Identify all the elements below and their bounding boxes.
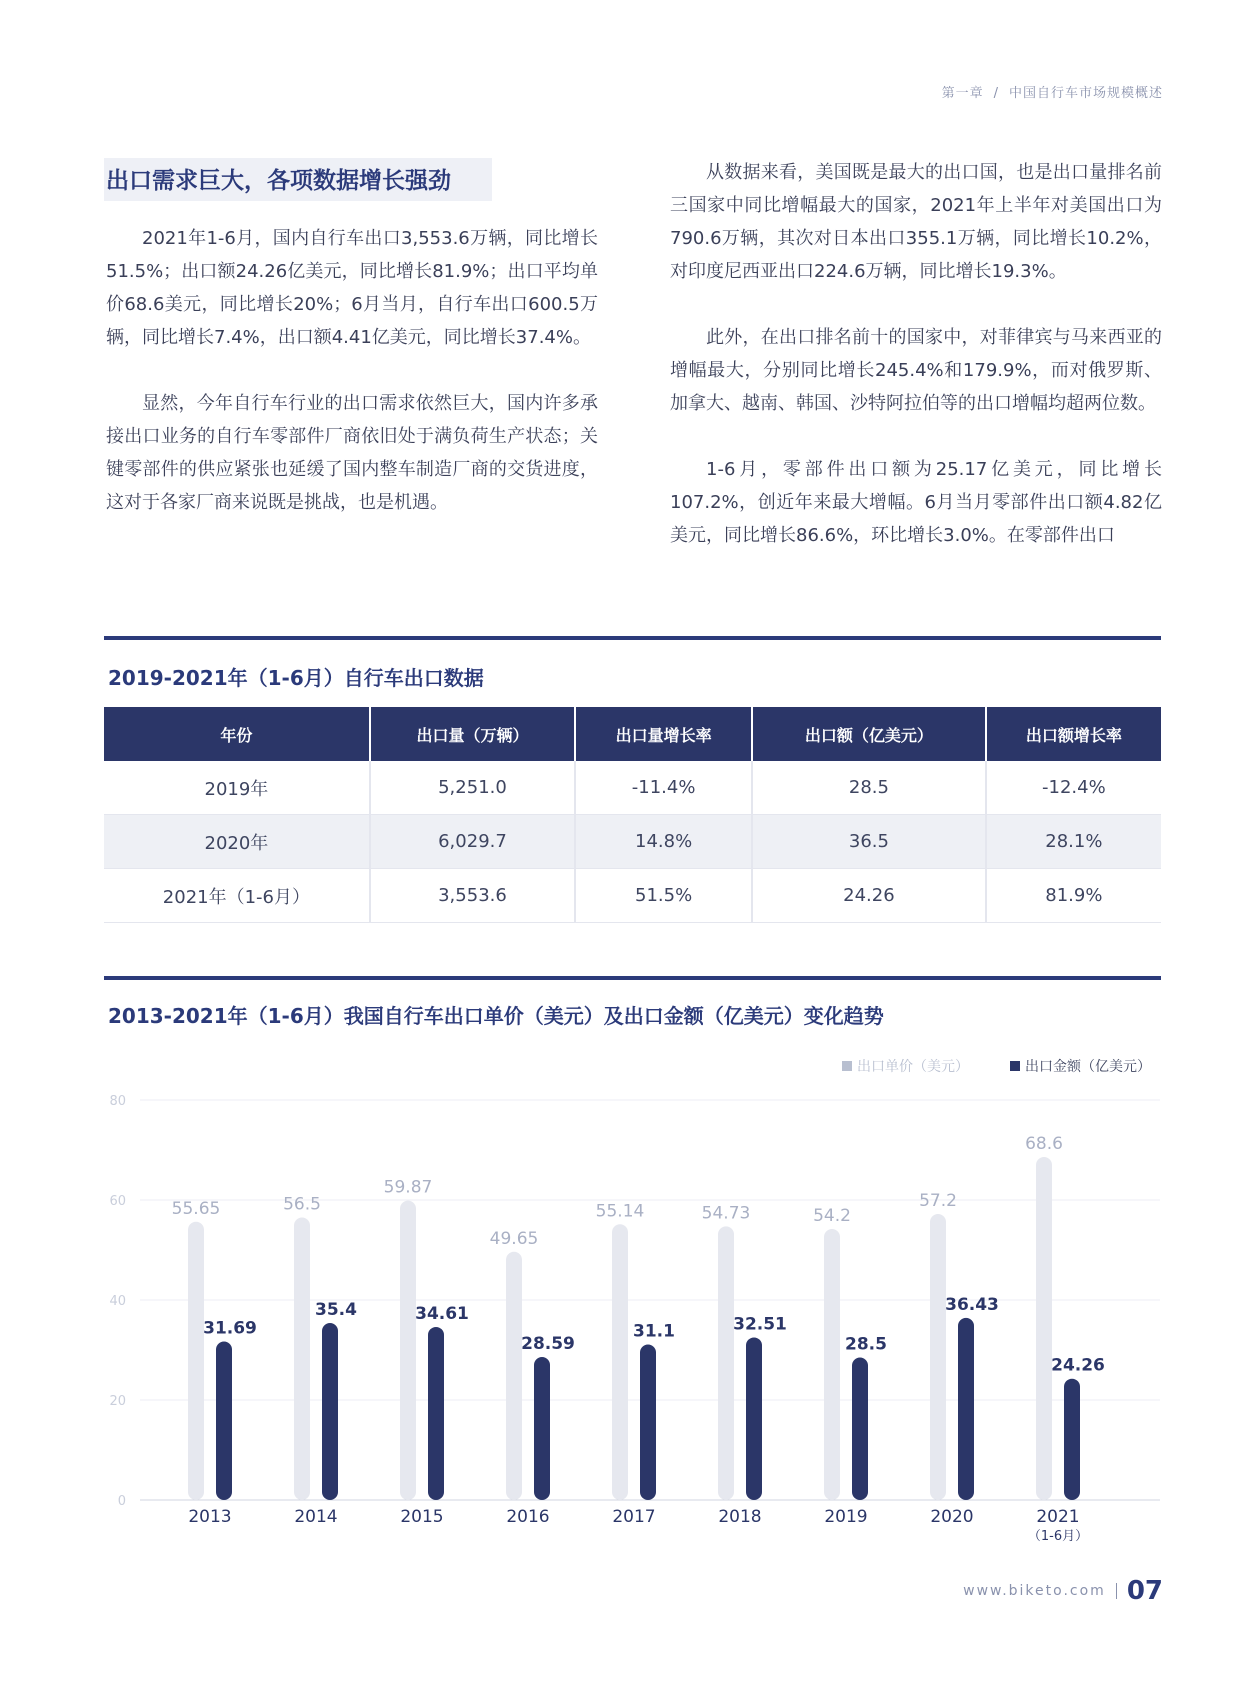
bar-export-value	[746, 1337, 762, 1500]
table-cell: 2019年	[104, 761, 370, 815]
bar-unit-price	[188, 1222, 204, 1500]
table-cell: 5,251.0	[370, 761, 575, 815]
x-tick-label: 2014	[294, 1507, 338, 1527]
section-title: 出口需求巨大，各项数据增长强劲	[104, 158, 492, 201]
table-cell: 36.5	[752, 815, 986, 869]
data-label-unit-price: 54.73	[701, 1203, 751, 1224]
x-tick-label: 2017	[612, 1507, 656, 1527]
legend-label: 出口单价（美元）	[857, 1059, 969, 1075]
paragraph: 此外，在出口排名前十的国家中，对菲律宾与马来西亚的增幅最大，分别同比增长245.4%和179.9%，而对俄罗斯、加拿大、越南、韩国、沙特阿拉伯等的出口增幅均超两位数。	[670, 327, 1162, 414]
footer-divider	[1116, 1583, 1117, 1599]
bar-export-value	[322, 1323, 338, 1500]
footer	[963, 1576, 1163, 1606]
paragraph: 2021年1-6月，国内自行车出口3,553.6万辆，同比增长51.5%；出口额24.26亿美元，同比增长81.9%；出口平均单价68.6美元，同比增长20%；6月当月，自行车出口600.5万辆，同比增长7.4%，出口额4.41亿美元，同比增长37.4%。	[106, 228, 598, 348]
right-text-column	[670, 156, 1162, 585]
x-tick-label: 2019	[824, 1507, 868, 1527]
paragraph: 1-6月，零部件出口额为25.17亿美元，同比增长107.2%，创近年来最大增幅。6月当月零部件出口额4.82亿美元，同比增长86.6%，环比增长3.0%。在零部件出口	[670, 459, 1162, 546]
header-value: 出口额（亿美元）	[752, 707, 986, 761]
table-cell: 6,029.7	[370, 815, 575, 869]
bar-export-value	[534, 1357, 550, 1500]
data-label-export-value: 28.59	[521, 1334, 575, 1355]
x-tick-label: 2018	[718, 1507, 762, 1527]
breadcrumb	[942, 82, 1163, 101]
x-tick-sublabel: （1-6月）	[1027, 1529, 1089, 1544]
bar-export-value	[216, 1342, 232, 1500]
data-label-export-value: 34.61	[415, 1303, 469, 1324]
export-data-table	[104, 707, 1161, 923]
data-label-unit-price: 54.2	[813, 1206, 851, 1226]
header-value-growth: 出口额增长率	[986, 707, 1161, 761]
bar-unit-price	[824, 1229, 840, 1500]
table-cell: 81.9%	[986, 869, 1161, 923]
data-label-unit-price: 56.5	[283, 1194, 321, 1215]
x-tick-label: 2020	[930, 1507, 974, 1527]
bar-unit-price	[612, 1224, 628, 1500]
bar-unit-price	[718, 1226, 734, 1500]
bar-unit-price	[506, 1252, 522, 1500]
data-label-unit-price: 57.2	[919, 1191, 957, 1211]
data-label-export-value: 35.4	[315, 1300, 357, 1320]
x-tick-label: 2016	[506, 1507, 550, 1527]
table-cell: 51.5%	[575, 869, 752, 923]
bar-export-value	[958, 1318, 974, 1500]
table-cell: 14.8%	[575, 815, 752, 869]
legend-swatch	[1010, 1061, 1020, 1071]
chart-top-rule	[104, 976, 1161, 980]
chapter-title: 中国自行车市场规模概述	[1008, 86, 1163, 101]
y-tick-label: 20	[109, 1394, 126, 1409]
left-text-column	[106, 222, 598, 552]
bar-unit-price	[1036, 1157, 1052, 1500]
table-cell: 24.26	[752, 869, 986, 923]
table-cell: 28.5	[752, 761, 986, 815]
legend-swatch	[842, 1061, 852, 1071]
bar-export-value	[428, 1327, 444, 1500]
data-label-unit-price: 49.65	[489, 1228, 539, 1249]
header-year: 年份	[104, 707, 370, 761]
bar-export-value	[852, 1358, 868, 1501]
data-label-export-value: 32.51	[733, 1314, 787, 1335]
x-tick-label: 2013	[188, 1507, 232, 1527]
legend-label: 出口金额（亿美元）	[1025, 1059, 1151, 1075]
bar-unit-price	[400, 1201, 416, 1500]
header-volume: 出口量（万辆）	[370, 707, 575, 761]
table-cell: 3,553.6	[370, 869, 575, 923]
y-tick-label: 80	[109, 1094, 126, 1109]
data-label-export-value: 36.43	[945, 1294, 999, 1315]
page-number: 07	[1126, 1576, 1163, 1606]
paragraph: 显然，今年自行车行业的出口需求依然巨大，国内许多承接出口业务的自行车零部件厂商依旧处于满负荷生产状态；关键零部件的供应紧张也延缓了国内整车制造厂商的交货进度，这对于各家厂商来说既是挑战，也是机遇。	[106, 393, 598, 513]
table-top-rule	[104, 636, 1161, 640]
breadcrumb-separator: /	[993, 86, 999, 101]
bar-export-value	[640, 1345, 656, 1501]
data-label-unit-price: 59.87	[383, 1177, 433, 1198]
y-tick-label: 0	[117, 1494, 126, 1509]
table-title: 2019-2021年（1-6月）自行车出口数据	[108, 666, 484, 690]
data-label-export-value: 31.69	[203, 1318, 257, 1339]
website-url: www.biketo.com	[963, 1583, 1106, 1599]
bar-export-value	[1064, 1379, 1080, 1500]
table-row	[104, 815, 1161, 869]
bar-unit-price	[930, 1214, 946, 1500]
table-cell: 2020年	[104, 815, 370, 869]
table-cell: 28.1%	[986, 815, 1161, 869]
export-trend-chart	[100, 1040, 1165, 1550]
bar-unit-price	[294, 1218, 310, 1501]
header-volume-growth: 出口量增长率	[575, 707, 752, 761]
table-header-row	[104, 707, 1161, 761]
table-cell: 2021年（1-6月）	[104, 869, 370, 923]
chart-title: 2013-2021年（1-6月）我国自行车出口单价（美元）及出口金额（亿美元）变化趋势	[108, 1004, 884, 1028]
table-cell: -12.4%	[986, 761, 1161, 815]
paragraph: 从数据来看，美国既是最大的出口国，也是出口量排名前三国家中同比增幅最大的国家，2021年上半年对美国出口为790.6万辆，其次对日本出口355.1万辆，同比增长10.2%，对印度尼西亚出口224.6万辆，同比增长19.3%。	[670, 162, 1162, 282]
chapter-label: 第一章	[941, 86, 984, 101]
table-row	[104, 869, 1161, 923]
data-label-export-value: 24.26	[1051, 1355, 1105, 1376]
data-label-unit-price: 55.14	[595, 1201, 645, 1222]
data-label-unit-price: 55.65	[171, 1198, 221, 1219]
table-row	[104, 761, 1161, 815]
y-tick-label: 40	[109, 1294, 126, 1309]
x-tick-label: 2015	[400, 1507, 444, 1527]
x-tick-label: 2021	[1036, 1507, 1080, 1527]
data-label-export-value: 28.5	[845, 1334, 887, 1355]
table-cell: -11.4%	[575, 761, 752, 815]
data-label-unit-price: 68.6	[1025, 1134, 1063, 1154]
y-tick-label: 60	[109, 1194, 126, 1209]
data-label-export-value: 31.1	[633, 1321, 675, 1342]
